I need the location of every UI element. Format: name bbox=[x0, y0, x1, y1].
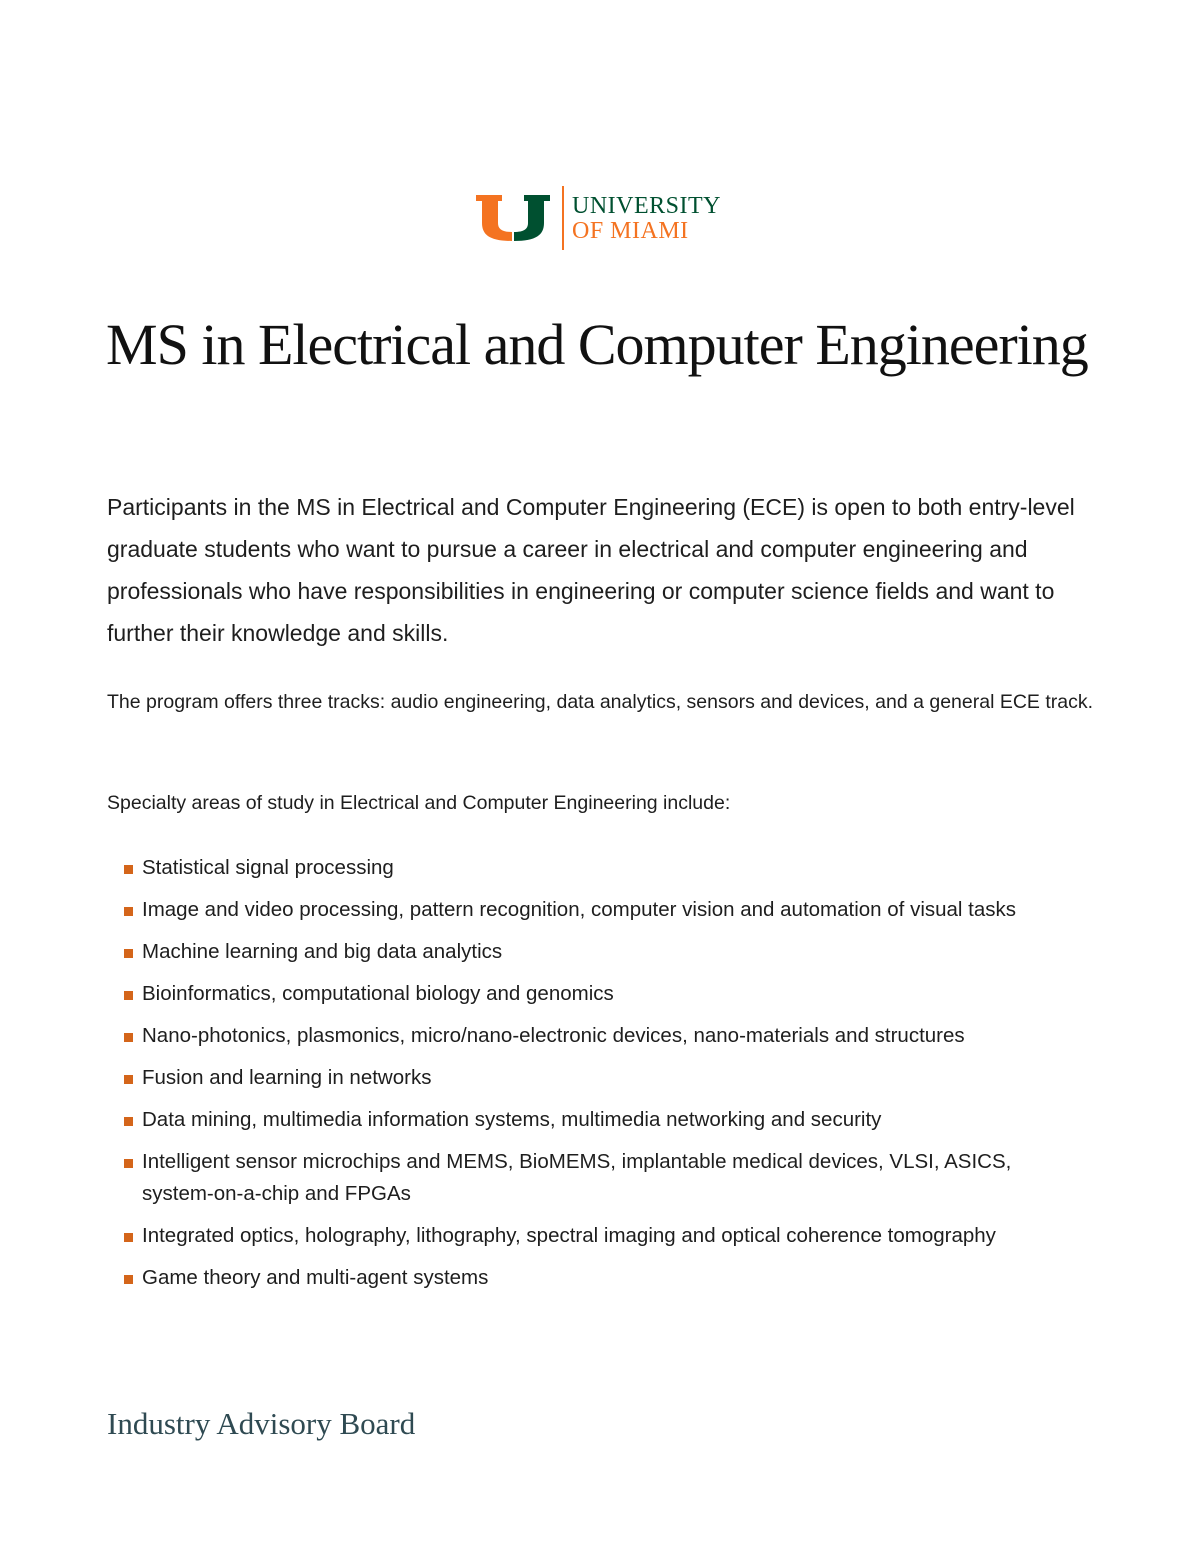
list-item bbox=[124, 978, 1084, 1010]
bullet-square-icon bbox=[124, 949, 133, 958]
list-item bbox=[124, 852, 1084, 884]
bullet-square-icon bbox=[124, 1159, 133, 1168]
bullet-square-icon bbox=[124, 1033, 133, 1042]
list-item-text: Data mining, multimedia information systems, multimedia networking and security bbox=[142, 1108, 882, 1131]
intro-paragraph: Participants in the MS in Electrical and Computer Engineering (ECE) is open to both entry-level graduate students who want to pursue a career in electrical and computer engineering and professionals who have responsibilities in engineering or computer science fields and want to further their knowledge and skills. bbox=[107, 494, 1075, 646]
logo-divider bbox=[562, 186, 564, 250]
list-item-text: Integrated optics, holography, lithography, spectral imaging and optical coherence tomography bbox=[142, 1224, 996, 1247]
list-item bbox=[124, 1062, 1084, 1094]
bullet-square-icon bbox=[124, 865, 133, 874]
list-item bbox=[124, 894, 1084, 926]
list-item bbox=[124, 1104, 1084, 1136]
list-item-text: Bioinformatics, computational biology and genomics bbox=[142, 982, 614, 1005]
bullet-square-icon bbox=[124, 991, 133, 1000]
industry-advisory-board-heading: Industry Advisory Board bbox=[107, 1406, 416, 1441]
page-title: MS in Electrical and Computer Engineering bbox=[106, 312, 1088, 377]
list-item-text: Machine learning and big data analytics bbox=[142, 940, 503, 963]
bullet-square-icon bbox=[124, 907, 133, 916]
logo-line-of-miami: OF MIAMI bbox=[572, 217, 689, 244]
logo-wordmark bbox=[572, 194, 721, 243]
bullet-square-icon bbox=[124, 1075, 133, 1084]
bullet-square-icon bbox=[124, 1275, 133, 1284]
list-item-text: Game theory and multi-agent systems bbox=[142, 1266, 489, 1289]
specialty-areas-list bbox=[124, 852, 1084, 1304]
bullet-square-icon bbox=[124, 1233, 133, 1242]
list-item bbox=[124, 936, 1084, 968]
logo-line-university: UNIVERSITY bbox=[572, 192, 721, 219]
list-item-text: Fusion and learning in networks bbox=[142, 1066, 432, 1089]
list-item-text: Statistical signal processing bbox=[142, 856, 394, 879]
specialty-intro: Specialty areas of study in Electrical and Computer Engineering include: bbox=[107, 792, 731, 814]
list-item bbox=[124, 1262, 1084, 1294]
u-logo-icon bbox=[476, 195, 550, 241]
university-logo bbox=[476, 186, 721, 250]
tracks-paragraph: The program offers three tracks: audio engineering, data analytics, sensors and devices, and a general ECE track. bbox=[107, 691, 1094, 713]
list-item bbox=[124, 1020, 1084, 1052]
list-item-text: Intelligent sensor microchips and MEMS, BioMEMS, implantable medical devices, VLSI, ASICS, system-on-a-chip and FPGAs bbox=[142, 1150, 1012, 1205]
list-item bbox=[124, 1220, 1084, 1252]
bullet-square-icon bbox=[124, 1117, 133, 1126]
list-item bbox=[124, 1146, 1084, 1210]
list-item-text: Nano-photonics, plasmonics, micro/nano-electronic devices, nano-materials and structures bbox=[142, 1024, 965, 1047]
list-item-text: Image and video processing, pattern recognition, computer vision and automation of visual tasks bbox=[142, 898, 1017, 921]
